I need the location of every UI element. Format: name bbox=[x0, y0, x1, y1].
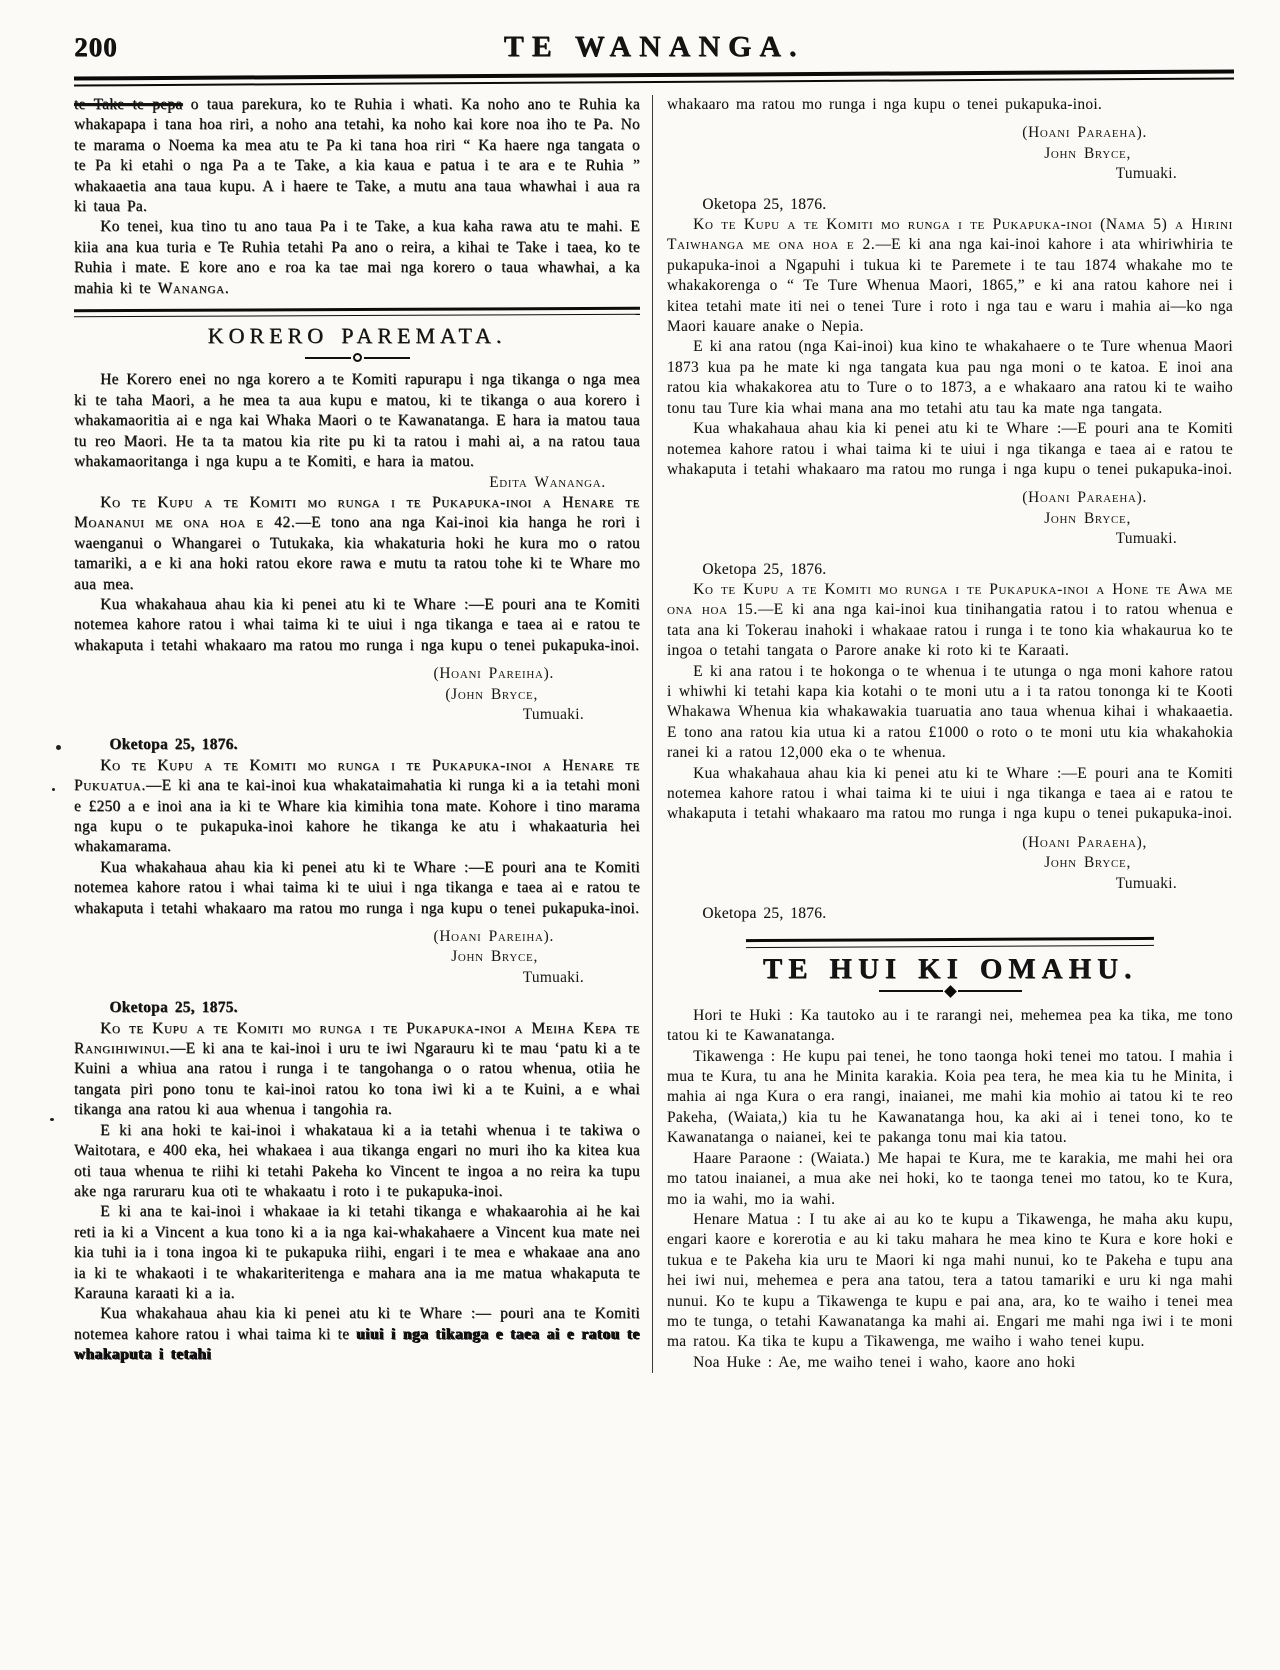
speech-paragraph-truncated: Noa Huke : Ae, me waiho tenei i waho, kaore ano hoki bbox=[693, 1353, 1076, 1371]
signature-text: (Hoani Pareiha). bbox=[433, 928, 554, 946]
signature-text: John Bryce, bbox=[1044, 854, 1131, 872]
ornament-circle bbox=[353, 353, 362, 362]
editorial-note: He Korero enei no nga korero a te Komiti rapurapu i nga tikanga o nga mea ki te taha Maori, a he mea ta aua kupu e matou, ki te tikanga o aua korero i whakamaoritia ai e nga kai Whaka Maori o te Kawanatanga. E hara ia matou taua tu reo Maori. He ta ta matou kia rite pu ki ta ratou i mahi ai, a na ratou taua whakamaoritanga i nga kupu a te Komiti, e hara ia matou. bbox=[74, 371, 640, 471]
date-line: Oketopa 25, 1876. bbox=[702, 195, 827, 213]
committee-reply: Kua whakahaua ahau kia ki penei atu ki te Whare :—E pouri ana te Komiti notemea kahore ratou i whai taima ki te uiui i nga tikanga e taea ai e ratou te whakaputa i tetahi whakaaro ma ratou mo runga i nga kupu o tenei pukapuka-inoi. bbox=[74, 595, 640, 654]
date-line: Oketopa 25, 1875. bbox=[109, 999, 238, 1017]
committee-report bbox=[74, 493, 640, 595]
signature-name bbox=[74, 947, 640, 967]
ink-speck bbox=[50, 1118, 54, 1121]
speech-paragraph: Henare Matua : I tu ake ai au ko te kupu a Tikawenga, he maha aku kupu, engari kaore e korerotia e au ki taku mahara he mea kino te Kura e kore hoki e tukua e te Pakeha kia uru te Maori ki nga mahi nunui, ko te Pakeha e tupu ana hei iwi nui, mehemea e pera ana tatou, tera a tatou tamariki e uru ki nga mahi nunui. Ko te kupu a Tikawenga te kupu e pai ana, ara, ko te waiho i tenei mea mo te tunga, o tetahi Kawanatanga ka mahi ai. Engari me mahi nga iwi i te moni ma ratou. Ka tika te kupu a Tikawenga, me waiho i waho tenei kupu. bbox=[667, 1210, 1233, 1351]
ornament-line bbox=[958, 990, 1022, 992]
signature-name bbox=[667, 123, 1233, 143]
date-line: Oketopa 25, 1876. bbox=[702, 905, 827, 923]
signature-title: Tumuaki. bbox=[1115, 530, 1177, 548]
report-lead-smallcaps: Ko te Kupu a te Komiti mo runga i te Pukapuka-inoi a Henare te Pukuatua. bbox=[74, 756, 640, 795]
signature-name bbox=[74, 664, 640, 684]
committee-report bbox=[667, 580, 1233, 662]
right-column bbox=[652, 95, 1233, 1373]
committee-report bbox=[74, 1019, 640, 1121]
report-lead-smallcaps: Ko te Kupu a te Komiti mo runga i te Pukapuka-inoi a Meiha Kepa te Rangihiwinui. bbox=[74, 1019, 640, 1058]
article-separator-rule bbox=[746, 937, 1154, 948]
signature-text: (Hoani Paraeha). bbox=[1022, 124, 1147, 142]
signature-name bbox=[667, 488, 1233, 508]
circle-ornament-icon bbox=[74, 353, 640, 362]
report-text: —E ki ana nga kai-inoi kua tinihangatia ratou i to ratou whenua e tata ana ki Tokerau inahoki i whakaae ratou i runga i te tono kia whakaurua ko te ingoa o tetahi tangata o Parore anake ki roto ki te Karaati. bbox=[667, 601, 1233, 660]
paragraph-continuation: whakaaro ma ratou mo runga i nga kupu o tenei pukapuka-inoi. bbox=[667, 96, 1103, 113]
smudged-strike-text: te Take te pepa bbox=[74, 96, 183, 113]
paragraph bbox=[74, 217, 640, 299]
report-text: —E ki ana te kai-inoi kua whakataimahatia ki runga ki a ia tetahi moni e £250 a e inoi ana ia ki te Whare kia kimihia tona mate. Kohore i tino marama nga kupu o te pukapuka-inoi kahore he tikanga ke atu i whakaaturia hei whakamarama. bbox=[74, 777, 640, 856]
date-line: Oketopa 25, 1876. bbox=[702, 560, 827, 578]
committee-reply-truncated bbox=[74, 1304, 640, 1365]
signature-name bbox=[74, 927, 640, 947]
ornament-diamond bbox=[944, 985, 957, 998]
masthead-title: TE WANANGA. bbox=[503, 30, 805, 63]
reply-text: Kua whakahaua ahau kia ki penei atu ki te Whare :— pouri ana te Komiti notemea kahore ratou i whai taima ki te bbox=[74, 1305, 640, 1343]
report-text: —E ki ana te kai-inoi i uru te iwi Ngarauru ki te mau ‘patu ki a te Kuini a whiua ana ratou i runga i te tangohanga o o ratou whenua, otiia he tangata piri pono tonu te kai-inoi ratou ko tona iwi ki a te Kuini, a e whai tikanga ana ratou ki aua whenua i tangohia ra. bbox=[74, 1040, 640, 1119]
signature-text: John Bryce, bbox=[1044, 144, 1131, 162]
ink-speck bbox=[56, 745, 61, 750]
smudged-text: uiui i nga tikanga e taea ai e ratou te whakaputa i tetahi bbox=[74, 1325, 640, 1364]
signature-title: Tumuaki. bbox=[522, 968, 584, 986]
report-text: —E ki ana nga kai-inoi kahore i ata whiriwhiria te pukapuka-inoi a Ngapuhi i tukua ki te Paremete i te tau 1874 whakahe mo te whakakorenga o “ Te Ture Whenua Maori, 1865,” e ki ana ratou kahore nei i kitea tetahi mate iti nei o tenei Ture i roto i nga tau e waru i mahia ai—ko nga Maori kauare anake o Nepia. bbox=[667, 236, 1233, 336]
paragraph-continuation bbox=[74, 95, 640, 217]
report-lead-smallcaps: Ko te Kupu a te Komiti mo runga i te Pukapuka-inoi a Hone te Awa me ona hoa 15. bbox=[667, 580, 1233, 619]
signature-name bbox=[667, 509, 1233, 529]
editor-signature-text: Edita Wananga. bbox=[489, 473, 606, 491]
ornament-line bbox=[364, 357, 410, 359]
report-paragraph: E ki ana ratou i te hokonga o te whenua i te utunga o nga moni kahore ratou i whiwhi ki tetahi kapa kia kotahi o te moni utu a i ta ratou tononga ki te Kooti Whakawa Whenua kia whakawakia tuaruatia ano taua whenua kihai i whakaaetia. E tono ana ratou kia utua ki a ratou £1000 o roto o te moni utu kia whakahokia ranei ki a ratou 12,000 eka o te whenua. bbox=[667, 662, 1233, 762]
page-number: 200 bbox=[74, 32, 118, 62]
report-lead-smallcaps: Ko te Kupu a te Komiti mo runga i te Pukapuka-inoi (Nama 5) a Hirini Taiwhanga me ona hoa e 2. bbox=[667, 216, 1233, 254]
committee-reply: Kua whakahaua ahau kia ki penei atu ki te Whare :—E pouri ana te Komiti notemea kahore ratou i whai taima ki te uiui i nga tikanga e taea ai e ratou te whakaputa i tetahi whakaaro ma ratou mo runga i nga kupu o tenei pukapuka-inoi. bbox=[667, 420, 1233, 478]
ornament-line bbox=[305, 357, 351, 359]
report-paragraph: E ki ana hoki te kai-inoi i whakataua ki a ia tetahi whenua i te takiwa o Waitotara, e 400 eka, hei whakaea i aua tikanga engari no muri iho ka kitea kua oti taua whenua te riihi ki tetahi Pakeha ko Vincent te ingoa a no reira ka tupu ake nga raruraru kua oti te whakaatu i roto i te pukapuka-inoi. bbox=[74, 1121, 640, 1200]
masthead bbox=[74, 30, 1234, 64]
speech-paragraph: Tikawenga : He kupu pai tenei, he tono taonga hoki tenei mo tatou. I mahia i mua te Kura, tu ana he Minita karakia. Koia pea tera, he mea kia tu he Minita, i mahia ai nga Kura o era rangi, inaianei, me mahi kia mohio ai tatou ki te reo Pakeha, (Waiata,) kia tu he Kawanatanga hou, ka aki ai i tenei tono, ko te Kawanatanga o naianei, kei te pakanga tonu mai kia tatou. bbox=[667, 1047, 1233, 1147]
editor-signature bbox=[74, 473, 640, 493]
speech-paragraph: Hori te Huki : Ka tautoko au i te rarangi nei, mehemea pea ka tika, me tono tatou ki te Kawanatanga. bbox=[667, 1006, 1233, 1045]
signature-text: John Bryce, bbox=[451, 948, 538, 966]
signature-title: Tumuaki. bbox=[1115, 165, 1177, 183]
signature-text: (Hoani Pareiha). bbox=[433, 665, 554, 683]
korero-paremata-heading: KORERO PAREMATA. bbox=[207, 323, 507, 349]
paragraph-text: Ko tenei, kua tino tu ano taua Pa i te Take, a kua kaha rawa atu te mahi. E kiia ana kua turia e Te Ruhia tetahi Pa ano o reira, a kihai te Take i taea, ko te Ruhia i mate. E kore ano e roa ka tae mai nga korero o taua whawhai, a ka mahia ki te bbox=[74, 218, 640, 297]
signature-block bbox=[667, 123, 1233, 184]
left-column bbox=[74, 95, 640, 1373]
signature-name bbox=[667, 853, 1233, 873]
signature-block bbox=[74, 664, 640, 725]
ornament-line bbox=[879, 990, 943, 992]
speech-paragraph: Haare Paraone : (Waiata.) Me hapai te Kura, me te karakia, me mahi hei ora mo tatou inaianei, a mua ake nei hoki, ko te taonga tenei mo tatou, ko te Kura, mo ia wahi, mo ia wahi. bbox=[667, 1149, 1233, 1208]
signature-title: Tumuaki. bbox=[522, 705, 584, 723]
signature-text: (Hoani Paraeha). bbox=[1022, 489, 1147, 507]
report-paragraph: E ki ana ratou (nga Kai-inoi) kua kino te whakahaere o te Ture whenua Maori 1873 kua pa he mate ki nga tangata kua pau nga moni o te katoa. E inoi ana ratou kia whakakorea atu to Ture o to 1873, a e whakaaro ana ratou ki te waiho tonu tau Ture kia whai mana ana mo tetahi atu tau ka mate nga tangata. bbox=[667, 338, 1233, 417]
signature-name bbox=[74, 685, 640, 705]
report-text: —E tono ana nga Kai-inoi kia hanga he rori i waenganui o Whangarei o Tutukaka, kia whakaturia hoki he kura mo o ratou tamariki, a e ki ana hoki ratou ekore rawa e mutu ta ratou tohe ki te Whare mo aua mea. bbox=[74, 514, 640, 593]
diamond-ornament-icon bbox=[667, 987, 1233, 996]
committee-report bbox=[74, 756, 640, 858]
ink-speck bbox=[52, 788, 55, 791]
report-lead-smallcaps: Ko te Kupu a te Komiti mo runga i te Pukapuka-inoi a Henare te Moananui me ona hoa e 42. bbox=[74, 493, 640, 532]
te-hui-ki-omahu-heading: TE HUI KI OMAHU. bbox=[762, 953, 1138, 986]
signature-block bbox=[74, 927, 640, 988]
signature-text: (John Bryce, bbox=[445, 685, 538, 703]
signature-name bbox=[667, 833, 1233, 853]
committee-report bbox=[667, 215, 1233, 337]
signature-text: John Bryce, bbox=[1044, 509, 1131, 527]
masthead-rule bbox=[74, 69, 1234, 86]
committee-reply: Kua whakahaua ahau kia ki penei atu ki te Whare :—E pouri ana te Komiti notemea kahore ratou i whai taima ki te uiui i nga tikanga e taea ai e ratou te whakaputa i tetahi whakaaro ma ratou mo runga i nga kupu o tenei pukapuka-inoi. bbox=[667, 764, 1233, 823]
date-line: Oketopa 25, 1876. bbox=[109, 736, 238, 754]
signature-name bbox=[667, 144, 1233, 164]
signature-title: Tumuaki. bbox=[1115, 874, 1177, 892]
signature-block bbox=[667, 833, 1233, 894]
paragraph-text: o taua parekura, ko te Ruhia i whati. Ka noho ano te Ruhia ka whakapapa i tana hoa riri, a noho ana tetahi, ka noho kai kore noa iho te Pa. No te marama o Noema ka mea atu te Pa ki tana hoa riri “ Ka haere nga tangata o te Pa ki etahi o nga Pa a te Take, a kia kaua e patua i te ara e te Ruhia ” whakaaetia ana taua kupu. A i haere te Take, a mutu ana taua whawhai i aua ra ki taua Pa. bbox=[74, 96, 641, 216]
section-separator-rule bbox=[74, 307, 640, 317]
signature-block bbox=[667, 488, 1233, 549]
committee-reply: Kua whakahaua ahau kia ki penei atu ki te Whare :—E pouri ana te Komiti notemea kahore ratou i whai taima ki te uiui i nga tikanga e taea ai e ratou te whakaputa i tetahi whakaaro ma ratou mo runga i nga kupu o tenei pukapuka-inoi. bbox=[74, 858, 640, 917]
signature-text: (Hoani Paraeha), bbox=[1022, 833, 1147, 851]
report-paragraph: E ki ana te kai-inoi i whakaae ia ki tetahi tikanga e whakaarohia ai he kai reti ia ki a Vincent a kua tono ki a ia nga kai-whakahaere a Vincent kua mate nei kia tuhi ia i tona ingoa ki te pukapuka riihi, engari i te mea e whakaae ana ano ia ki te whakaoti i te whakariteritenga e mahara ana ia me matua whakaputa te Karauna karaati ki a ia. bbox=[74, 1203, 640, 1302]
wananga-smallcaps: Wananga. bbox=[157, 279, 230, 297]
section-heading-block bbox=[74, 323, 640, 362]
columns bbox=[74, 95, 1234, 1373]
